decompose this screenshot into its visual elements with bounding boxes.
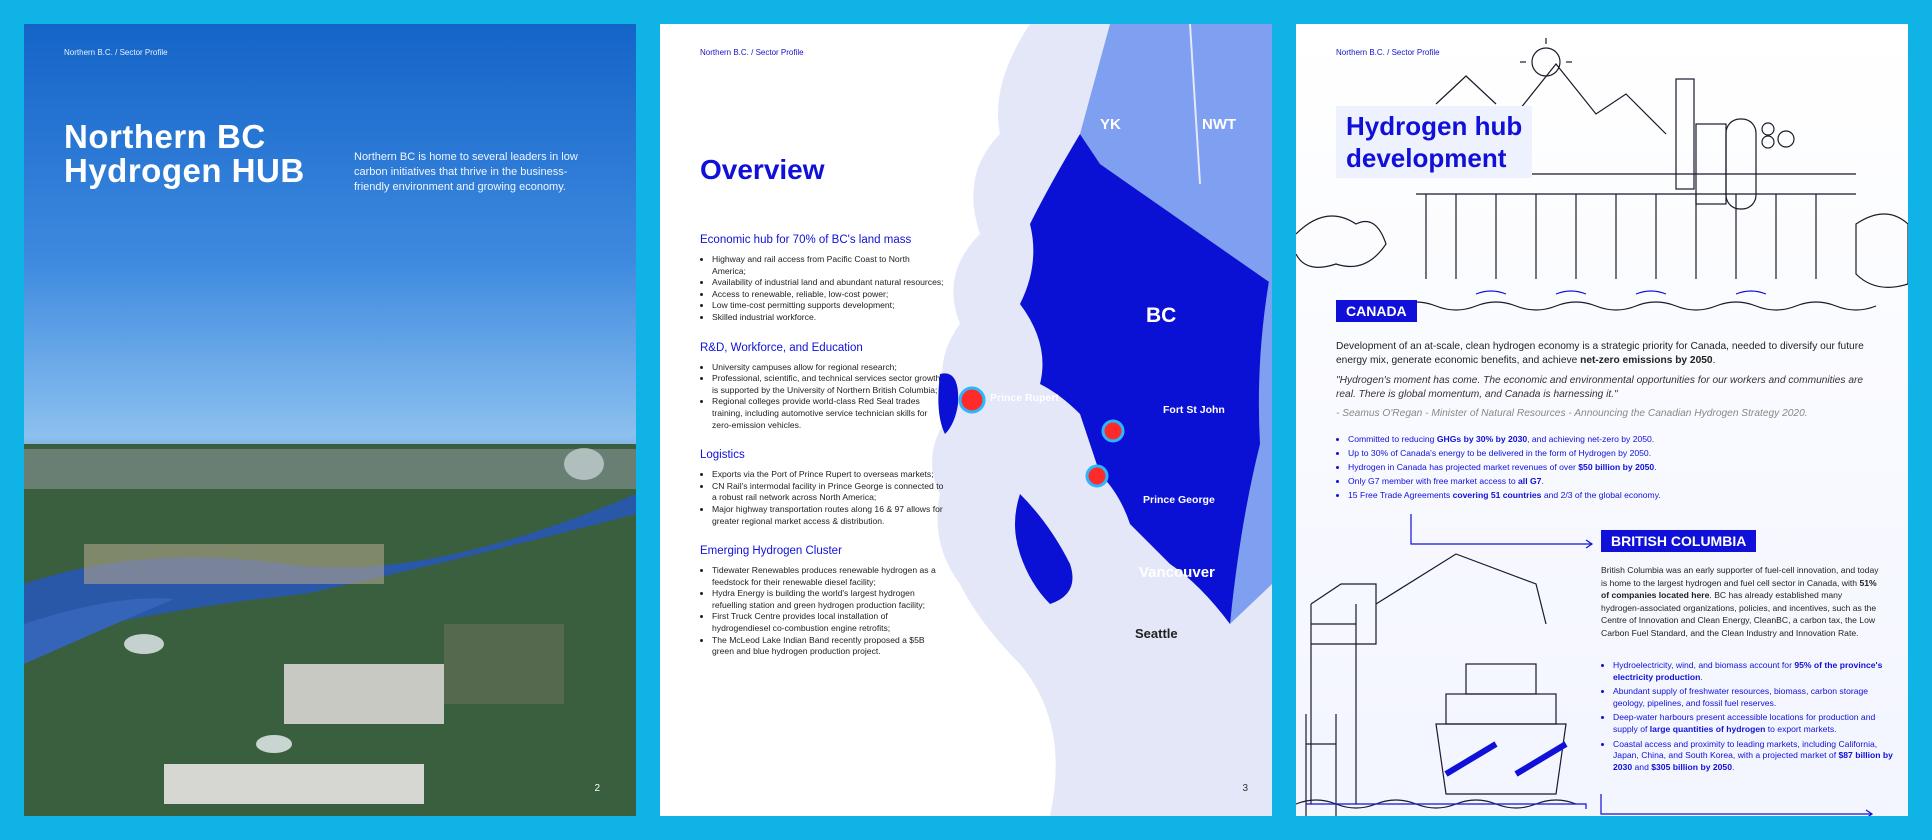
list-item: • Skilled industrial workforce. <box>712 312 945 324</box>
point-bold: covering 51 countries <box>1452 490 1542 500</box>
canada-tag: CANADA <box>1336 300 1417 322</box>
quote-attribution: - Seamus O'Regan - Minister of Natural Resources - Announcing the Canadian Hydrogen Strategy 2020. <box>1336 408 1808 419</box>
point-text: . <box>1654 462 1657 472</box>
point-bold: $305 billion by 2050 <box>1651 761 1732 772</box>
section-heading: Logistics <box>700 449 745 462</box>
section-heading: R&D, Workforce, and Education <box>700 341 863 354</box>
page-title <box>64 120 354 188</box>
canada-intro: Development of an at-scale, clean hydrogen economy is a strategic priority for Canada, needed to diversify our future energy mix, generate economic benefits, and achieve net-zero emissions by 2050. <box>1336 341 1864 366</box>
section-list <box>700 565 945 658</box>
page-number: 2 <box>594 783 600 794</box>
map-label-prince-rupert: Prince Rupert <box>990 392 1059 404</box>
map-label-bc: BC <box>1146 304 1177 327</box>
overview-sections <box>700 234 945 676</box>
list-item <box>1613 660 1893 683</box>
section-heading: Economic hub for 70% of BC's land mass <box>700 234 912 246</box>
point-text: . <box>1700 671 1703 682</box>
bc-intro-text: . BC has already established many hydrogen-associated organizations, policies, and incentives, such as the Centre of Innovation and Clean Energy, CleanBC, a carbon tax, the Low Carbon Fuel Standard, and the Clean Industry and Innovation Rate. <box>1601 590 1877 638</box>
list-item: • Exports via the Port of Prince Rupert to overseas markets; <box>712 469 945 481</box>
list-item <box>1348 460 1868 474</box>
list-item: • Major highway transportation routes along 16 & 97 allows for greater regional market access & distribution. <box>712 504 945 527</box>
british-columbia-tag: BRITISH COLUMBIA <box>1601 530 1756 552</box>
list-item <box>1348 446 1868 460</box>
title-line-1: Hydrogen hub <box>1346 111 1523 141</box>
point-bold: large quantities of hydrogen <box>1649 723 1766 734</box>
map-label-nwt: NWT <box>1202 116 1237 133</box>
canada-intro-bold: net-zero emissions by 2050 <box>1580 355 1713 366</box>
section-rd-workforce <box>700 342 945 432</box>
section-list <box>700 469 945 527</box>
section-logistics <box>700 449 945 527</box>
list-item: • Tidewater Renewables produces renewable hydrogen as a feedstock for their renewable diesel facility; <box>712 565 945 588</box>
page-title <box>1336 106 1532 178</box>
list-item: • First Truck Centre provides local installation of hydrogendiesel co-combustion engine retrofits; <box>712 611 945 634</box>
point-text: 15 Free Trade Agreements <box>1348 490 1453 500</box>
breadcrumb: Northern B.C. / Sector Profile <box>1336 48 1440 57</box>
list-item: • Professional, scientific, and technical services sector growth is supported by the University of Northern British Columbia; <box>712 373 945 396</box>
canada-points <box>1336 432 1868 502</box>
section-hydrogen-cluster <box>700 545 945 658</box>
bc-intro <box>1601 564 1881 640</box>
point-text: Hydroelectricity, wind, and biomass account for <box>1613 660 1795 670</box>
map-label-yk: YK <box>1100 116 1121 133</box>
point-text: Coastal access and proximity to leading markets, including California, Japan, China, and South Korea, with a projected market of <box>1613 738 1878 761</box>
title-line-1: Northern BC <box>64 118 266 155</box>
list-item: • Availability of industrial land and abundant natural resources; <box>712 277 945 289</box>
point-text: . <box>1731 761 1735 772</box>
list-item: • CN Rail's intermodal facility in Prince George is connected to a robust rail network across North America; <box>712 481 945 504</box>
list-item: • Access to renewable, reliable, low-cost power; <box>712 289 945 301</box>
page-number: 3 <box>1242 783 1248 794</box>
canada-intro-text: Development of an at-scale, clean hydrogen economy is a strategic priority for Canada, needed to diversify our future energy mix, generate economic benefits, and achieve <box>1336 341 1864 366</box>
page-3 <box>660 24 1272 816</box>
point-bold: all G7 <box>1518 476 1542 486</box>
breadcrumb: Northern B.C. / Sector Profile <box>64 48 168 57</box>
point-text: , and achieving net-zero by 2050. <box>1527 434 1655 444</box>
point-bold: $87 billion by 2030 <box>1613 750 1893 772</box>
list-item <box>1348 432 1868 446</box>
point-text: Committed to reducing <box>1348 434 1437 444</box>
quote: "Hydrogen's moment has come. The economic and environmental opportunities for our workers and communities are real. There is global momentum, and Canada is harnessing it." <box>1336 375 1864 400</box>
section-list <box>700 362 945 432</box>
list-item <box>1348 488 1868 502</box>
list-item <box>1613 739 1893 774</box>
bc-intro-text: British Columbia was an early supporter of fuel-cell innovation, and today is home to the largest hydrogen and fuel cell sector in Canada, with <box>1601 565 1879 588</box>
point-bold: GHGs by 30% by 2030 <box>1436 434 1528 444</box>
point-text: to export markets. <box>1765 723 1837 734</box>
section-economic-hub <box>700 234 945 324</box>
list-item <box>1613 712 1893 735</box>
list-item: • Regional colleges provide world-class Red Seal trades training, including automotive service technician skills for zero-emission vehicles. <box>712 396 945 431</box>
map-label-seattle: Seattle <box>1135 626 1178 641</box>
list-item <box>1613 686 1893 709</box>
list-item: • University campuses allow for regional research; <box>712 362 945 374</box>
region-map <box>900 24 1272 816</box>
page-4 <box>1296 24 1908 816</box>
point-text: . <box>1541 476 1544 486</box>
map-label-vancouver: Vancouver <box>1139 564 1215 581</box>
list-item <box>1348 474 1868 488</box>
point-text: Only G7 member with free market access to <box>1348 476 1519 486</box>
map-label-fort-st-john: Fort St John <box>1163 404 1225 416</box>
list-item: • The McLeod Lake Indian Band recently proposed a $5B green and blue hydrogen production project. <box>712 635 945 658</box>
intro-text: Northern BC is home to several leaders in low carbon initiatives that thrive in the business-friendly environment and growing economy. <box>354 151 578 193</box>
title-line-2: Hydrogen HUB <box>64 152 305 189</box>
section-heading: Emerging Hydrogen Cluster <box>700 545 842 558</box>
point-bold: 95% of the province's electricity production <box>1613 660 1883 682</box>
point-text: and <box>1632 761 1652 772</box>
list-item: • Highway and rail access from Pacific Coast to North America; <box>712 254 945 277</box>
title-line-2: development <box>1346 143 1507 173</box>
breadcrumb: Northern B.C. / Sector Profile <box>700 48 804 57</box>
bc-intro-bold: 51% of companies located here <box>1601 577 1877 601</box>
section-list <box>700 254 945 324</box>
point-bold: $50 billion by 2050 <box>1578 462 1655 472</box>
point-text: Deep-water harbours present accessible locations for production and supply of <box>1613 712 1876 734</box>
point-text: Abundant supply of freshwater resources, biomass, carbon storage geology, pipelines, and fossil fuel reserves. <box>1613 686 1869 708</box>
point-text: Hydrogen in Canada has projected market revenues of over <box>1348 462 1579 472</box>
point-text: Up to 30% of Canada's energy to be delivered in the form of Hydrogen by 2050. <box>1348 448 1652 458</box>
page-title: Overview <box>700 154 825 185</box>
bc-points <box>1601 660 1893 776</box>
map-label-prince-george: Prince George <box>1143 494 1215 506</box>
point-text: and 2/3 of the global economy. <box>1541 490 1661 500</box>
list-item: • Low time-cost permitting supports development; <box>712 300 945 312</box>
list-item: • Hydra Energy is building the world's largest hydrogen refuelling station and green hydrogen production facility; <box>712 588 945 611</box>
page-2 <box>24 24 636 816</box>
